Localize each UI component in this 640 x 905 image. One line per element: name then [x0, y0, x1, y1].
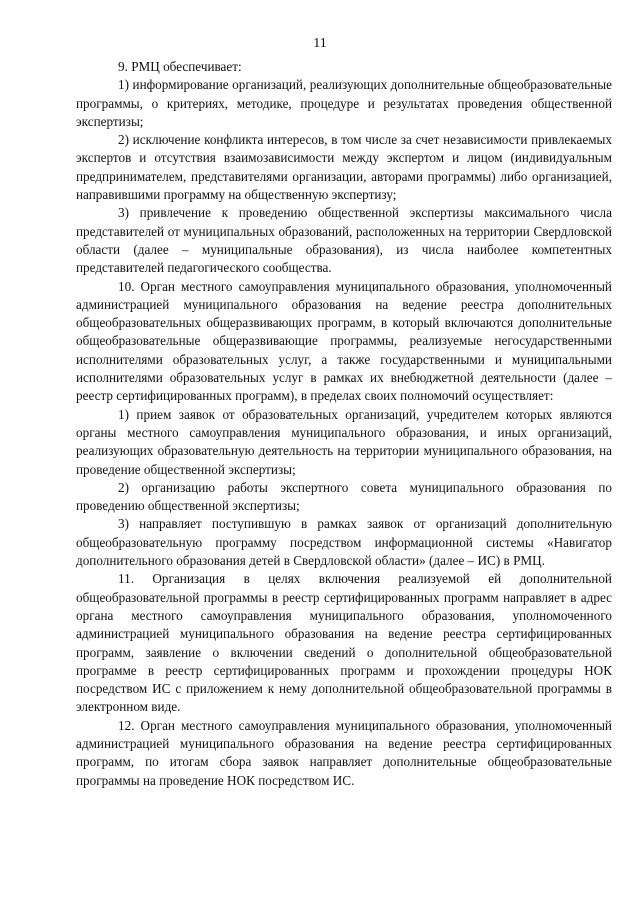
page-number: 11 [313, 36, 327, 51]
paragraph-10-item-3: 3) направляет поступившую в рамках заявок от организаций дополнительную общеобразовательную программу посредством информационной системы «Навигатор дополнительного образования детей в Свердловской области» (далее – ИС) в РМЦ. [76, 516, 612, 569]
paragraph-11: 11. Организация в целях включения реализуемой ей дополнительной общеобразовательной программы в реестр сертифицированных программ направляет в адрес органа местного самоуправления муниципального образования, уполномоченного администрацией муниципального образования на ведение реестра сертифицированных программ, заявление о включении сведений о дополнительной общеобразовательной программе в реестр сертифицированных программ и прохождении процедуры НОК посредством ИС с приложением к нему дополнительной общеобразовательной программы в электронном виде. [76, 571, 612, 715]
document-body [76, 58, 612, 790]
paragraph-9-heading: 9. РМЦ обеспечивает: [118, 59, 242, 74]
paragraph-9-item-1: 1) информирование организаций, реализующих дополнительные общеобразовательные программы, о критериях, методике, процедуре и результатах проведения общественной экспертизы; [76, 77, 612, 129]
paragraph-10-item-1: 1) прием заявок от образовательных организаций, учредителем которых являются органы местного самоуправления муниципального образования, и иных организаций, реализующих образовательную деятельность на территории муниципального образования, на проведение общественной экспертизы; [76, 406, 612, 477]
paragraph-9-item-3: 3) привлечение к проведению общественной экспертизы максимального числа представителей от муниципальных образований, расположенных на территории Свердловской области (далее – муниципальные образования), из числа наиболее компетентных представителей педагогического сообщества. [76, 205, 612, 276]
paragraph-12: 12. Орган местного самоуправления муниципального образования, уполномоченный администрацией муниципального образования на ведение реестра сертифицированных программ, по итогам сбора заявок направляет дополнительные общеобразовательные программы на проведение НОК посредством ИС. [76, 717, 612, 788]
paragraph-10: 10. Орган местного самоуправления муниципального образования, уполномоченный администрацией муниципального образования на ведение реестра дополнительных общеобразовательных общеразвивающих программ, в который включаются дополнительные общеобразовательные общеразвивающие программы, реализуемые негосударственными исполнителями образовательных услуг, а также государственными и муниципальными исполнителями образовательных услуг в рамках их внебюджетной деятельности (далее – реестр сертифицированных программ), в пределах своих полномочий осуществляет: [76, 278, 612, 404]
paragraph-9-item-2: 2) исключение конфликта интересов, в том числе за счет независимости привлекаемых экспертов и отсутствия взаимозависимости между экспертом и лицом (индивидуальным предпринимателем, представителями организации, авторами программы) либо организацией, направившими программу на общественную экспертизу; [76, 132, 612, 203]
paragraph-10-item-2: 2) организацию работы экспертного совета муниципального образования по проведению общественной экспертизы; [76, 479, 612, 514]
